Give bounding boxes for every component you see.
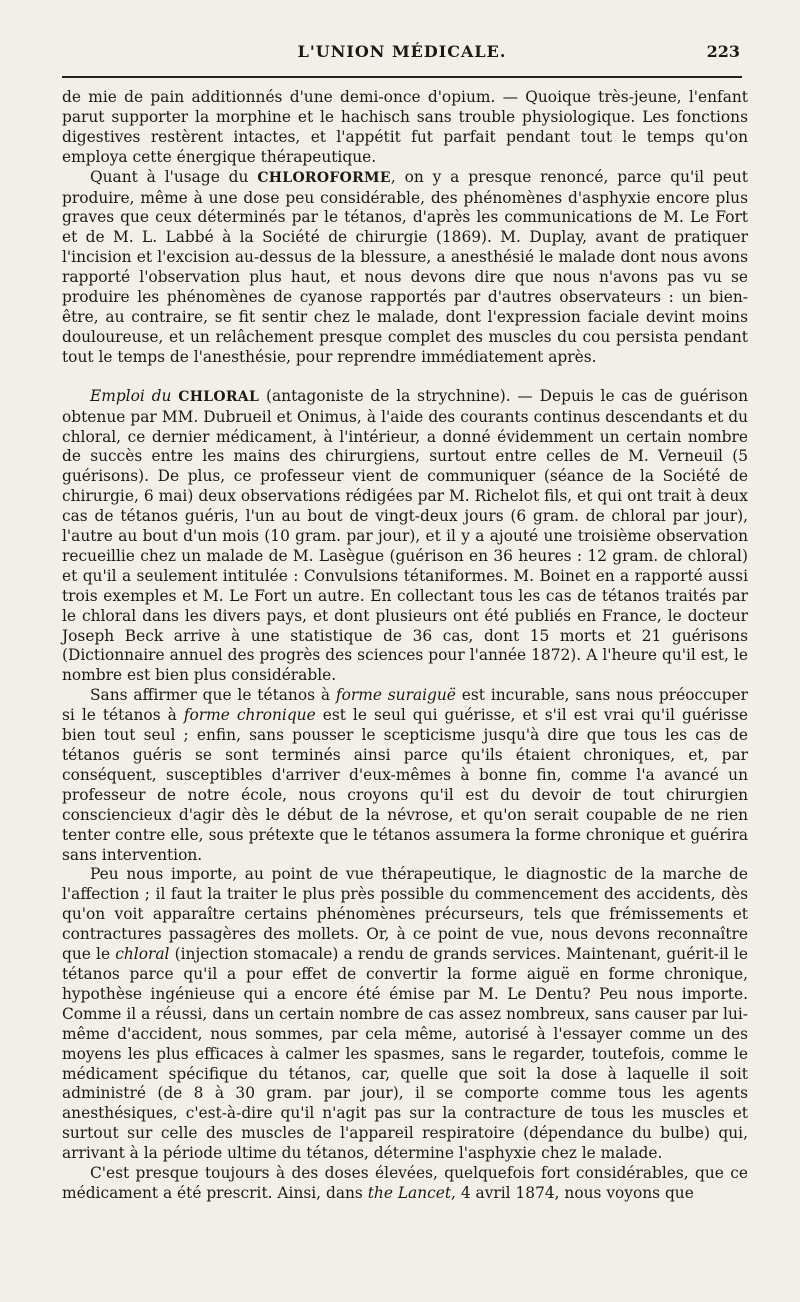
paragraph-forme-suraigue <box>62 686 748 865</box>
section-heading-emploi: Emploi du <box>90 386 172 405</box>
p3-text-a: (antagoniste de la strychnine). — Depuis le cas de guérison obtenue par MM. Dubrueil et Onimus, à l'aide des courants continus descendants et du chloral, ce dernier médicament, à l'intérieur, a donné évidemment un certain nombre de succès entre les mains des chirurgiens, surtout entre celles de M. Verneuil (5 guérisons). De plus, ce professeur vient de communiquer (séance de la Société de chirurgie, 6 mai) deux observations rédigées par M. Richelot fils, et qui ont trait à deux cas de tétanos guéris, l'un au bout de vingt-deux jours (6 gram. de chloral par jour), l'autre au bout d'un mois (10 gram. par jour), et il y a ajouté une troisième observation recueillie chez un malade de M. Lasègue (guérison en 36 heures : 12 gram. de chloral) et qu'il a seulement intitulée : Convulsions tétaniformes. M. Boinet en a rapporté aussi trois exemples et M. Le Fort un autre. En collectant tous les cas de tétanos traités par le chloral dans les divers pays, et dont plusieurs ont été publiés en France, le docteur Joseph Beck arrive à une statistique de 36 cas, dont 15 morts et 21 guérisons (Dictionnaire annuel des progrès des sciences pour l'année 1872). A l'heure qu'il est, le nombre est bien plus considérable. <box>62 386 748 685</box>
paragraph-chloroforme <box>62 168 748 368</box>
p4-text-c: est le seul qui guérisse, et s'il est vrai qu'il guérisse bien tout seul ; enfin, sans pousser le scepticisme jusqu'à dire que tous les cas de tétanos guéris se sont terminés ainsi parce qu'ils étaient chroniques, et, par conséquent, susceptibles d'arriver d'eux-mêmes à bonne fin, comme l'a avancé un professeur de notre école, nous croyons qu'il est du devoir de tout chirurgien consciencieux d'agir dès le début de la névrose, et qu'on serait coupable de ne rien tenter contre elle, sous prétexte que le tétanos assumera la forme chronique et guérira sans intervention. <box>62 706 748 864</box>
p2-text-b: , on y a presque renoncé, parce qu'il peut produire, même à une dose peu considérable, des phénomènes d'asphyxie encore plus graves que ceux déterminés par le tétanos, d'après les communications de M. Le Fort et de M. L. Labbé à la Société de chirurgie (1869). M. Duplay, avant de pratiquer l'incision et l'excision au-dessus de la blessure, a anesthésié le malade dont nous avons rapporté l'observation plus haut, et nous devons dire que nous n'avons pas vu se produire les phénomènes de cyanose rapportés par d'autres observateurs : un bien-être, au contraire, se fit sentir chez le malade, dont l'expression faciale devint moins douloureuse, et un relâchement presque complet des muscles du cou persista pendant tout le temps de l'anesthésie, pour reprendre immédiatement après. <box>62 167 748 366</box>
p6-text-a: C'est presque toujours à des doses élevées, quelquefois fort considérables, que ce médicament a été prescrit. Ainsi, dans <box>62 1164 748 1202</box>
p4-text-a: Sans affirmer que le tétanos à <box>90 686 331 705</box>
term-chloral: CHLORAL <box>178 388 260 405</box>
p4-text-b: est incurable, sans nous préoccuper si le tétanos à <box>62 686 748 725</box>
body-text <box>62 88 748 1204</box>
em-forme-suraigue: forme suraiguë <box>335 686 456 705</box>
p6-text-b: , 4 avril 1874, nous voyons que <box>451 1183 694 1202</box>
paragraph-chloral <box>62 387 748 687</box>
p5-text-a: Peu nous importe, au point de vue thérapeutique, le diagnostic de la marche de l'affection ; il faut la traiter le plus près possible du commencement des accidents, dès qu'on voit apparaître certains phénomènes précurseurs, tels que frémissements et contractures passagères des mollets. Or, à ce point de vue, nous devons reconnaître que le <box>62 865 748 964</box>
p2-text-a: Quant à l'usage du <box>90 167 249 186</box>
header-rule <box>62 76 742 78</box>
page-number: 223 <box>706 42 740 61</box>
running-title: L'UNION MÉDICALE. <box>297 42 507 61</box>
paragraph-doses <box>62 1164 748 1204</box>
em-forme-chronique: forme chronique <box>183 706 316 725</box>
paragraph-therapeutique <box>62 865 748 1164</box>
p5-text-b: (injection stomacale) a rendu de grands services. Maintenant, guérit-il le tétanos parce qu'il a pour effet de convertir la forme aiguë en forme chronique, hypothèse ingénieuse qui a encore été émise par M. Le Dentu? Peu nous importe. Comme il a réussi, dans un certain nombre de cas assez nombreux, sans causer par lui-même d'accident, nous sommes, par cela même, autorisé à l'essayer comme un des moyens les plus efficaces à calmer les spasmes, sans le regarder, toutefois, comme le médicament spécifique du tétanos, car, quelle que soit la dose à laquelle il soit administré (de 8 à 30 gram. par jour), il se comporte comme tous les agents anesthésiques, c'est-à-dire qu'il n'agit pas sur la contracture de tous les muscles et surtout sur celle des muscles de l'appareil respiratoire (dépendance du bulbe) qui, arrivant à la période ultime du tétanos, détermine l'asphyxie chez le malade. <box>62 945 749 1163</box>
em-chloral: chloral <box>115 945 170 964</box>
em-the-lancet: the Lancet <box>367 1183 452 1202</box>
term-chloroforme: CHLOROFORME <box>257 169 391 186</box>
paragraph-opium-continuation: de mie de pain additionnés d'une demi-once d'opium. — Quoique très-jeune, l'enfant parut supporter la morphine et le hachisch sans trouble physiologique. Les fonctions digestives restèrent intactes, et l'appétit fut parfait pendant tout le temps qu'on employa cette énergique thérapeutique. <box>62 88 748 166</box>
page-header <box>62 42 742 72</box>
